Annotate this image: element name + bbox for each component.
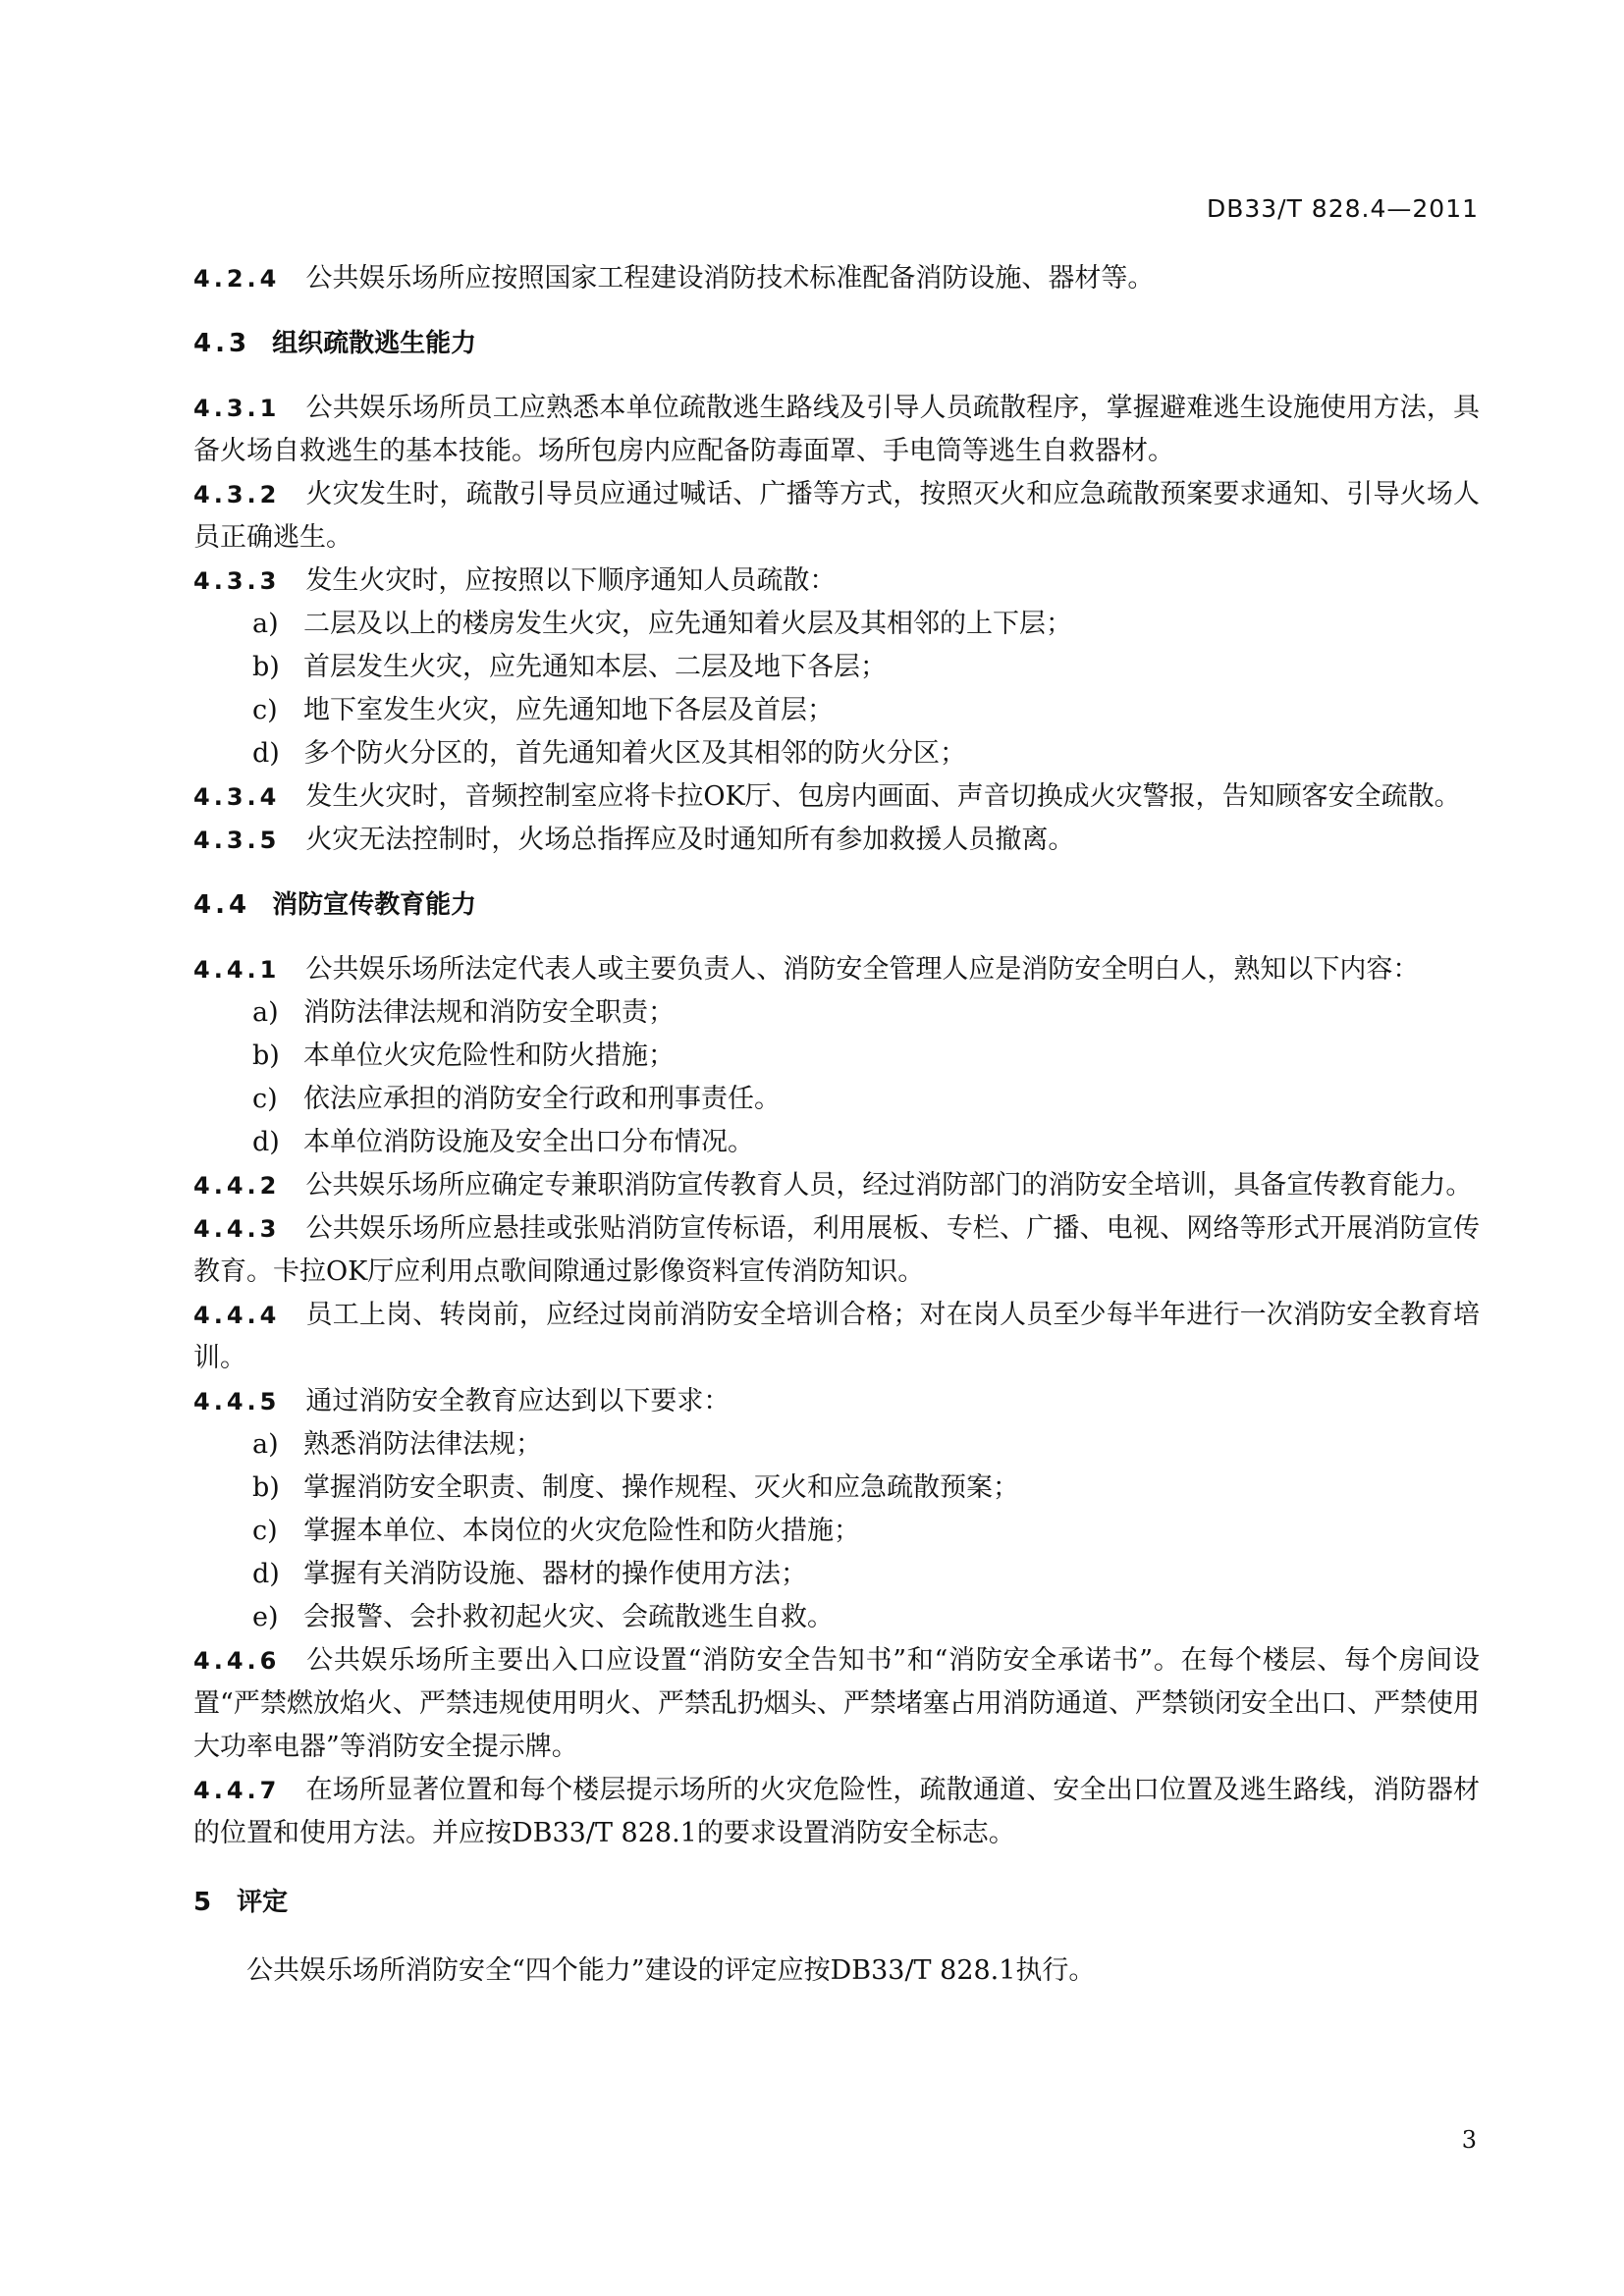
clause-number: 4.2.4 (193, 265, 281, 293)
clause-text: 员工上岗、转岗前，应经过岗前消防安全培训合格；对在岗人员至少每半年进行一次消防安全教育培训。 (193, 1300, 1480, 1373)
list-mark: d) (252, 1559, 280, 1589)
evaluation-paragraph: 公共娱乐场所消防安全“四个能力”建设的评定应按DB33/T 828.1执行。 (246, 1955, 1096, 1986)
clause-4-3-1 (193, 387, 1480, 473)
clause-4-3-4 (193, 775, 1480, 819)
list-item (193, 1078, 1480, 1121)
clause-number: 4.3.1 (193, 395, 281, 422)
heading-text: 评定 (237, 1888, 289, 1917)
clause-number: 4.3.2 (193, 481, 281, 508)
heading-number: 4.3 (193, 329, 251, 358)
document-body (193, 257, 1480, 1993)
clause-4-4-3 (193, 1207, 1480, 1294)
clause-text: 公共娱乐场所应确定专兼职消防宣传教育人员，经过消防部门的消防安全培训，具备宣传教育能力。 (305, 1170, 1473, 1201)
clause-text: 火灾发生时，疏散引导员应通过喊话、广播等方式，按照灭火和应急疏散预案要求通知、引导火场人员正确逃生。 (193, 479, 1480, 553)
clause-4-4-7 (193, 1769, 1480, 1855)
clause-text: 通过消防安全教育应达到以下要求： (305, 1386, 731, 1416)
list-item (193, 732, 1480, 775)
heading-text: 消防宣传教育能力 (272, 890, 477, 920)
standard-id: DB33/T 828.4—2011 (1206, 194, 1479, 223)
list-mark: b) (252, 1041, 280, 1071)
section-heading-4-3 (193, 322, 1480, 365)
clause-text: 公共娱乐场所应按照国家工程建设消防技术标准配备消防设施、器材等。 (305, 263, 1155, 294)
list-item (193, 1121, 1480, 1164)
clause-number: 4.3.4 (193, 783, 281, 811)
list-mark: b) (252, 1472, 280, 1503)
page-number: 3 (1461, 2126, 1477, 2154)
list-mark: d) (252, 1127, 280, 1157)
clause-text: 发生火灾时，应按照以下顺序通知人员疏散： (305, 565, 837, 596)
clause-number: 4.4.1 (193, 956, 281, 984)
list-text: 本单位火灾危险性和防火措施； (303, 1041, 675, 1071)
list-mark: a) (252, 997, 279, 1028)
clause-4-4-6 (193, 1639, 1480, 1769)
clause-4-3-2 (193, 473, 1480, 560)
clause-number: 4.4.2 (193, 1172, 281, 1200)
heading-text: 组织疏散逃生能力 (272, 329, 477, 358)
list-text: 依法应承担的消防安全行政和刑事责任。 (303, 1084, 781, 1114)
clause-4-4-4 (193, 1294, 1480, 1380)
list-mark: c) (252, 1084, 278, 1114)
clause-text: 公共娱乐场所员工应熟悉本单位疏散逃生路线及引导人员疏散程序，掌握避难逃生设施使用方法，具备火场自救逃生的基本技能。场所包房内应配备防毒面罩、手电筒等逃生自救器材。 (193, 393, 1480, 466)
clause-text: 火灾无法控制时，火场总指挥应及时通知所有参加救援人员撤离。 (305, 825, 1075, 855)
list-mark: a) (252, 609, 279, 639)
list-text: 会报警、会扑救初起火灾、会疏散逃生自救。 (303, 1602, 834, 1632)
list-mark: c) (252, 1516, 278, 1546)
list-mark: a) (252, 1429, 279, 1460)
clause-number: 4.4.7 (193, 1777, 281, 1804)
clause-number: 4.4.4 (193, 1302, 281, 1329)
list-mark: d) (252, 738, 280, 769)
clause-4-4-1 (193, 948, 1480, 991)
list-text: 掌握本单位、本岗位的火灾危险性和防火措施； (303, 1516, 860, 1546)
list-item (193, 603, 1480, 646)
clause-number: 4.3.3 (193, 567, 281, 595)
clause-number: 4.4.6 (193, 1647, 281, 1675)
clause-text: 发生火灾时，音频控制室应将卡拉OK厅、包房内画面、声音切换成火灾警报，告知顾客安全疏散。 (305, 781, 1461, 812)
clause-number: 4.4.5 (193, 1388, 281, 1415)
list-text: 首层发生火灾，应先通知本层、二层及地下各层； (303, 652, 887, 682)
clause-4-2-4 (193, 257, 1480, 300)
clause-4-3-5 (193, 819, 1480, 862)
clause-number: 4.4.3 (193, 1215, 281, 1243)
clause-text: 在场所显著位置和每个楼层提示场所的火灾危险性，疏散通道、安全出口位置及逃生路线，消防器材的位置和使用方法。并应按DB33/T 828.1的要求设置消防安全标志。 (193, 1775, 1480, 1848)
list-text: 地下室发生火灾，应先通知地下各层及首层； (303, 695, 834, 725)
list-item (193, 991, 1480, 1035)
section-heading-5 (193, 1881, 1480, 1924)
clause-4-3-3 (193, 560, 1480, 603)
clause-4-4-5 (193, 1380, 1480, 1423)
list-text: 熟悉消防法律法规； (303, 1429, 542, 1460)
list-item (193, 689, 1480, 732)
list-text: 掌握有关消防设施、器材的操作使用方法； (303, 1559, 807, 1589)
clause-number: 4.3.5 (193, 827, 281, 854)
section-heading-4-4 (193, 883, 1480, 927)
heading-number: 5 (193, 1888, 216, 1917)
clause-text: 公共娱乐场所法定代表人或主要负责人、消防安全管理人应是消防安全明白人，熟知以下内容： (305, 954, 1420, 985)
list-item (193, 1035, 1480, 1078)
list-text: 消防法律法规和消防安全职责； (303, 997, 675, 1028)
clause-text: 公共娱乐场所主要出入口应设置“消防安全告知书”和“消防安全承诺书”。在每个楼层、每个房间设置“严禁燃放焰火、严禁违规使用明火、严禁乱扔烟头、严禁堵塞占用消防通道、严禁锁闭安全出口、严禁使用大功率电器”等消防安全提示牌。 (193, 1645, 1480, 1762)
list-text: 多个防火分区的，首先通知着火区及其相邻的防火分区； (303, 738, 966, 769)
list-mark: c) (252, 695, 278, 725)
list-text: 本单位消防设施及安全出口分布情况。 (303, 1127, 754, 1157)
list-item (193, 1467, 1480, 1510)
list-item (193, 1510, 1480, 1553)
list-item (193, 646, 1480, 689)
list-mark: e) (252, 1602, 279, 1632)
list-item (193, 1553, 1480, 1596)
list-item (193, 1423, 1480, 1467)
list-mark: b) (252, 652, 280, 682)
list-item (193, 1596, 1480, 1639)
list-text: 二层及以上的楼房发生火灾，应先通知着火层及其相邻的上下层； (303, 609, 1072, 639)
clause-text: 公共娱乐场所应悬挂或张贴消防宣传标语，利用展板、专栏、广播、电视、网络等形式开展消防宣传教育。卡拉OK厅应利用点歌间隙通过影像资料宣传消防知识。 (193, 1213, 1480, 1287)
clause-4-4-2 (193, 1164, 1480, 1207)
list-text: 掌握消防安全职责、制度、操作规程、灭火和应急疏散预案； (303, 1472, 1019, 1503)
heading-number: 4.4 (193, 890, 251, 920)
